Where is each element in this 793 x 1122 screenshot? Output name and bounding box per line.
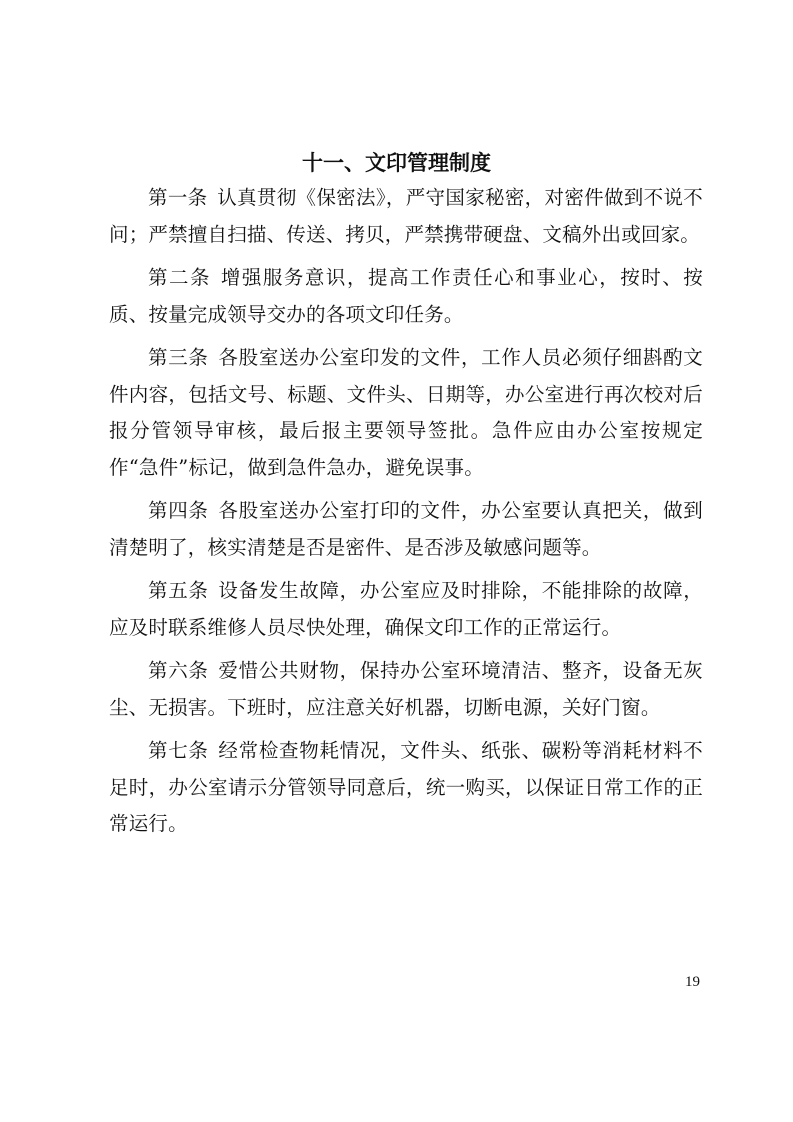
article-text: 认真贯彻《保密法》，严守国家秘密，对密件做到不说不问；严禁擅自扫描、传送、拷贝，严禁携带硬盘、文稿外出或回家。 xyxy=(109,186,703,246)
article-6 xyxy=(109,653,703,726)
article-text: 各股室送办公室打印的文件，办公室要认真把关，做到清楚明了，核实清楚是否是密件、是否涉及敏感问题等。 xyxy=(109,499,703,559)
page-number: 19 xyxy=(685,974,700,990)
article-number: 第三条 xyxy=(148,346,209,369)
article-number: 第四条 xyxy=(148,499,209,522)
article-text: 设备发生故障，办公室应及时排除，不能排除的故障，应及时联系维修人员尽快处理，确保文印工作的正常运行。 xyxy=(109,579,703,639)
article-7 xyxy=(109,733,703,843)
article-1 xyxy=(109,180,703,253)
document-body xyxy=(109,180,703,850)
article-number: 第一条 xyxy=(148,186,208,209)
article-number: 第二条 xyxy=(148,266,212,289)
article-text: 各股室送办公室印发的文件，工作人员必须仔细斟酌文件内容，包括文号、标题、文件头、日期等，办公室进行再次校对后报分管领导审核，最后报主要领导签批。急件应由办公室按规定作“急件”标记，做到急件急办，避免误事。 xyxy=(109,346,703,479)
article-text: 经常检查物耗情况，文件头、纸张、碳粉等消耗材料不足时，办公室请示分管领导同意后，统一购买，以保证日常工作的正常运行。 xyxy=(109,739,703,835)
article-2 xyxy=(109,260,703,333)
article-number: 第五条 xyxy=(148,579,209,602)
article-3 xyxy=(109,340,703,486)
article-number: 第六条 xyxy=(148,659,209,682)
article-5 xyxy=(109,573,703,646)
page-title: 十一、文印管理制度 xyxy=(302,151,491,175)
article-4 xyxy=(109,493,703,566)
article-text: 爱惜公共财物，保持办公室环境清洁、整齐，设备无灰尘、无损害。下班时，应注意关好机器，切断电源，关好门窗。 xyxy=(109,659,703,719)
article-number: 第七条 xyxy=(148,739,209,762)
article-text: 增强服务意识，提高工作责任心和事业心，按时、按质、按量完成领导交办的各项文印任务。 xyxy=(109,266,703,326)
